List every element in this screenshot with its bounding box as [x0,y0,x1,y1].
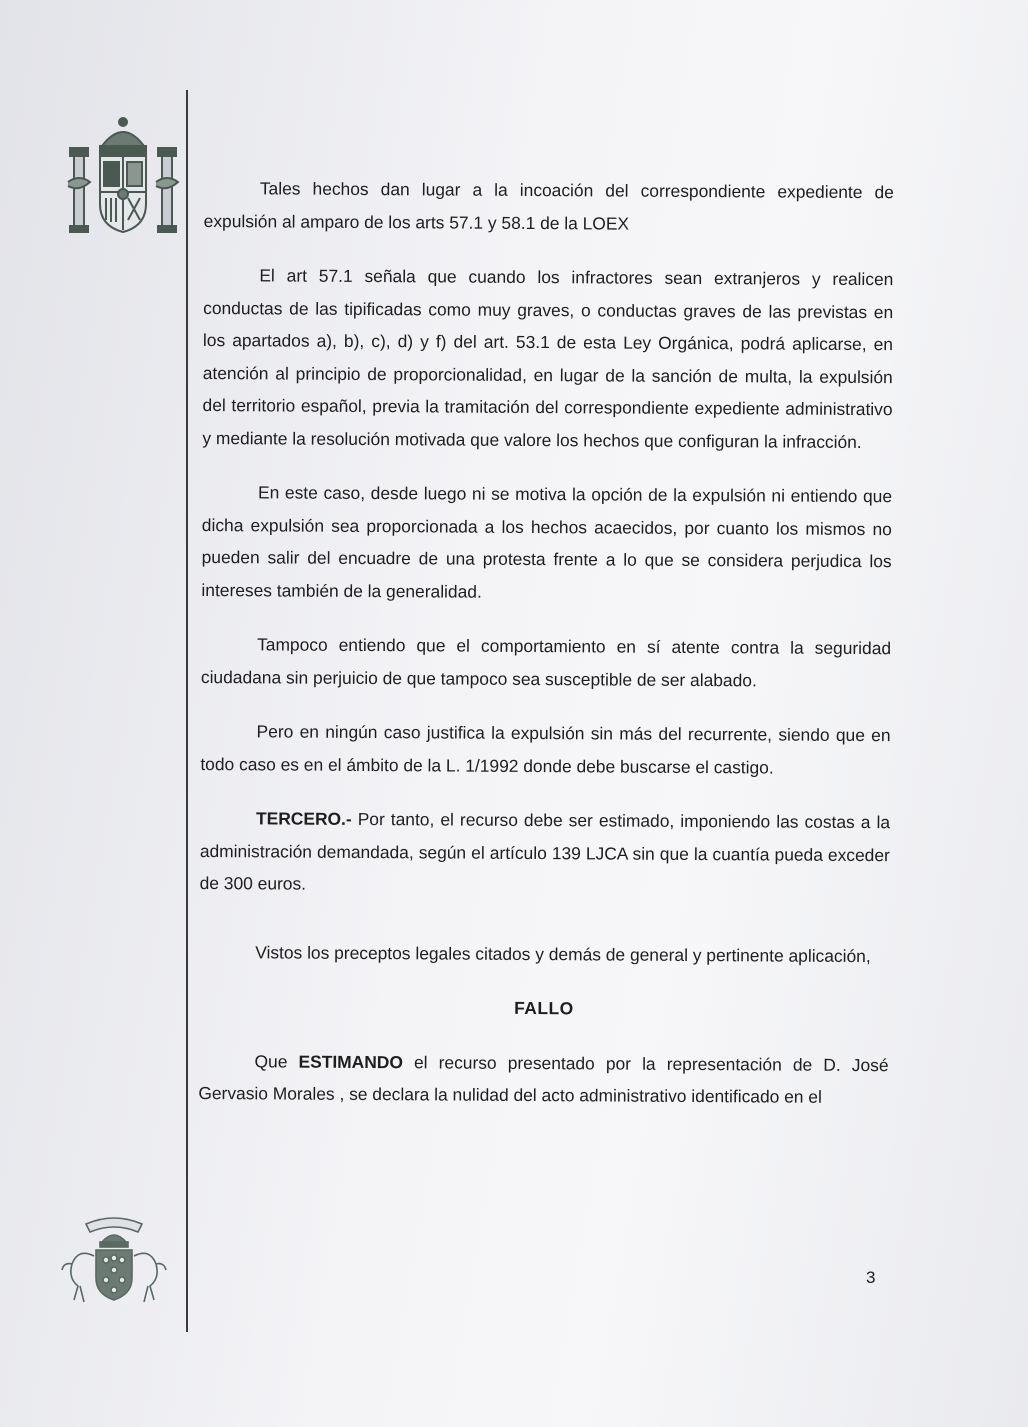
tercero-heading: TERCERO.- [255,808,352,829]
fallo-paragraph [198,1044,888,1113]
paragraph: En este caso, desde luego ni se motiva la opción de la expulsión ni entiendo que dicha expulsión sea proporcionada a los hechos acaecidos, por cuanto los mismos no pueden salir del encuadre de una protesta frente a lo que se considera perjudica los intereses también de la generalidad. [201,482,893,602]
tercero-paragraph [200,802,891,904]
spain-coat-of-arms-icon [64,112,182,240]
paragraph: Pero en ningún caso justifica la expulsión sin más del recurrente, siendo que en todo caso es en el ámbito de la L. 1/1992 donde debe buscarse el castigo. [200,721,891,777]
document-body [198,172,894,1136]
margin-line [186,90,188,1332]
fallo-heading: FALLO [514,997,574,1019]
paragraph: Tales hechos dan lugar a la incoación del correspondiente expediente de expulsión al amparo de los arts 57.1 y 58.1 de la LOEX [203,178,894,234]
fallo-prefix: Que [254,1050,299,1072]
vistos-paragraph: Vistos los preceptos legales citados y demás de general y pertinente aplicación, [255,941,871,966]
paragraph: Tampoco entiendo que el comportamiento en sí atente contra la seguridad ciudadana sin perjuicio de que tampoco sea susceptible de ser alabado. [200,634,892,690]
canarias-coat-of-arms-icon [58,1212,170,1310]
tercero-text: Por tanto, el recurso debe ser estimado, imponiendo las costas a la administración demandada, según el artículo 139 LJCA sin que la cuantía pueda exceder de 300 euros. [199,808,891,894]
fallo-text: el recurso presentado por la representación de D. José Gervasio Morales , se declara la nulidad del acto administrativo identificado en el [198,1051,889,1107]
page-number: 3 [866,1268,876,1287]
paragraph: El art 57.1 señala que cuando los infractores sean extranjeros y realicen conductas de las tipificadas como muy graves, o conductas graves de las previstas en los apartados a), b), c), d) y f) del art. 53.1 de esta Ley Orgánica, podrá aplicarse, en atención al principio de proporcionalidad, en lugar de la sanción de multa, la expulsión del territorio español, previa la tramitación del correspondiente expediente administrativo y mediante la resolución motivada que valore los hechos que configuran la infracción. [202,265,894,452]
fallo-bold: ESTIMANDO [298,1051,403,1072]
